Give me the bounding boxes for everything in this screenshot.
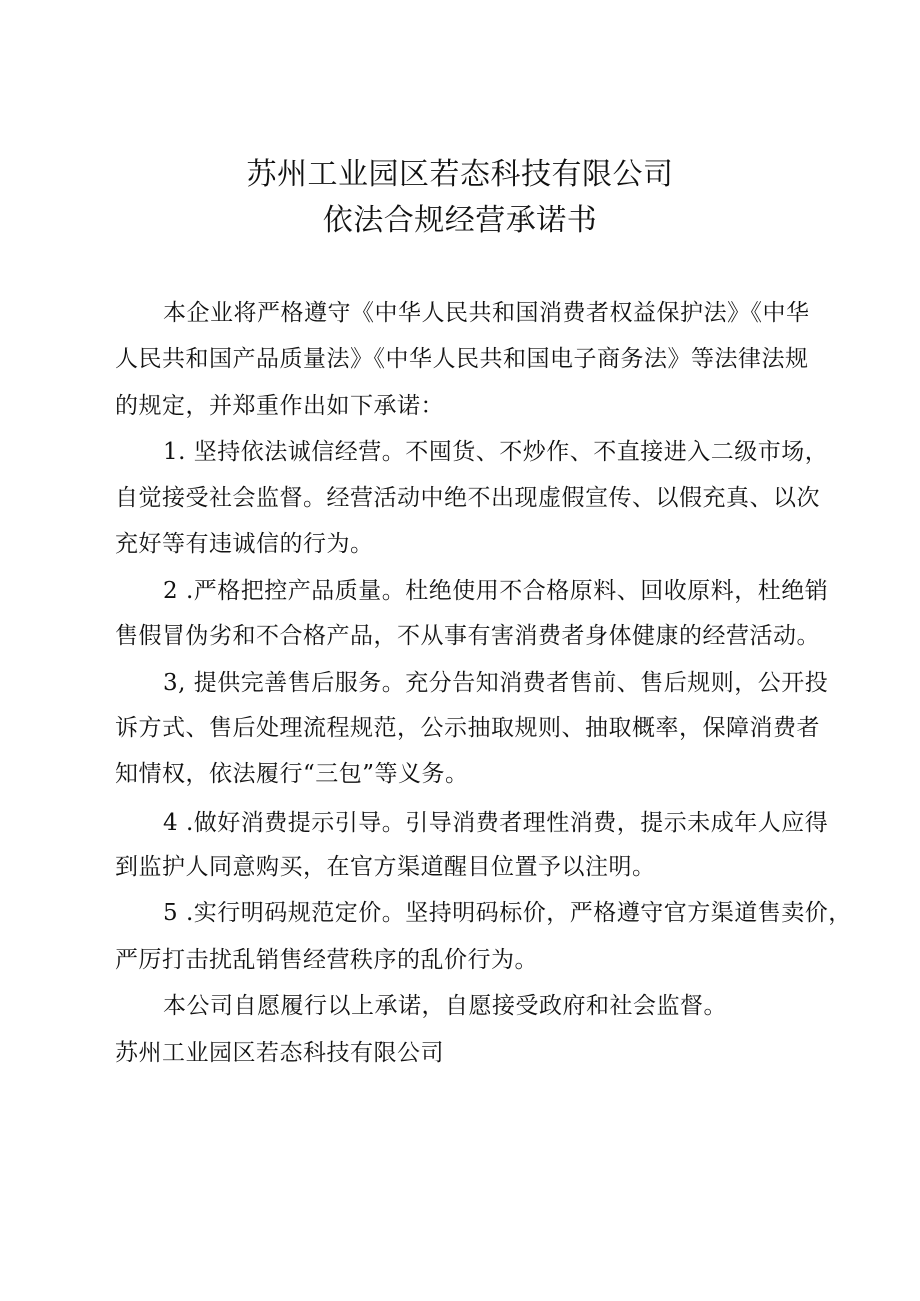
pledge-item-5: 5 .实行明码规范定价。坚持明码标价，严格遵守官方渠道售卖价， xyxy=(163,900,852,926)
pledge-item-5: 严厉打击扰乱销售经营秩序的乱价行为。 xyxy=(115,947,538,973)
intro-line: 的规定，并郑重作出如下承诺： xyxy=(115,393,444,419)
pledge-item-1: 自觉接受社会监督。经营活动中绝不出现虚假宣传、以假充真、以次 xyxy=(115,485,820,511)
pledge-item-3: 知情权，依法履行“三包”等义务。 xyxy=(115,761,469,787)
pledge-item-1: 1. 坚持依法诚信经营。不囤货、不炒作、不直接进入二级市场， xyxy=(163,439,829,465)
pledge-item-2: 2 .严格把控产品质量。杜绝使用不合格原料、回收原料，杜绝销 xyxy=(163,578,829,604)
intro-line: 本企业将严格遵守《中华人民共和国消费者权益保护法》《中华 xyxy=(163,300,810,326)
signature-company: 苏州工业园区若态科技有限公司 xyxy=(115,1040,444,1066)
pledge-item-3: 3, 提供完善售后服务。充分告知消费者售前、售后规则，公开投 xyxy=(163,670,829,696)
document-title-company: 苏州工业园区若态科技有限公司 xyxy=(246,157,674,192)
pledge-item-4: 4 .做好消费提示引导。引导消费者理性消费，提示未成年人应得 xyxy=(163,810,829,836)
intro-line: 人民共和国产品质量法》《中华人民共和国电子商务法》等法律法规 xyxy=(115,346,809,372)
pledge-item-2: 售假冒伪劣和不合格产品，不从事有害消费者身体健康的经营活动。 xyxy=(115,623,820,649)
closing-statement: 本公司自愿履行以上承诺，自愿接受政府和社会监督。 xyxy=(163,993,727,1019)
pledge-item-4: 到监护人同意购买，在官方渠道醒目位置予以注明。 xyxy=(115,854,656,880)
pledge-item-3: 诉方式、售后处理流程规范，公示抽取规则、抽取概率，保障消费者 xyxy=(115,715,820,741)
document-title-pledge: 依法合规经营承诺书 xyxy=(322,203,598,238)
pledge-item-1: 充好等有违诚信的行为。 xyxy=(115,531,374,557)
